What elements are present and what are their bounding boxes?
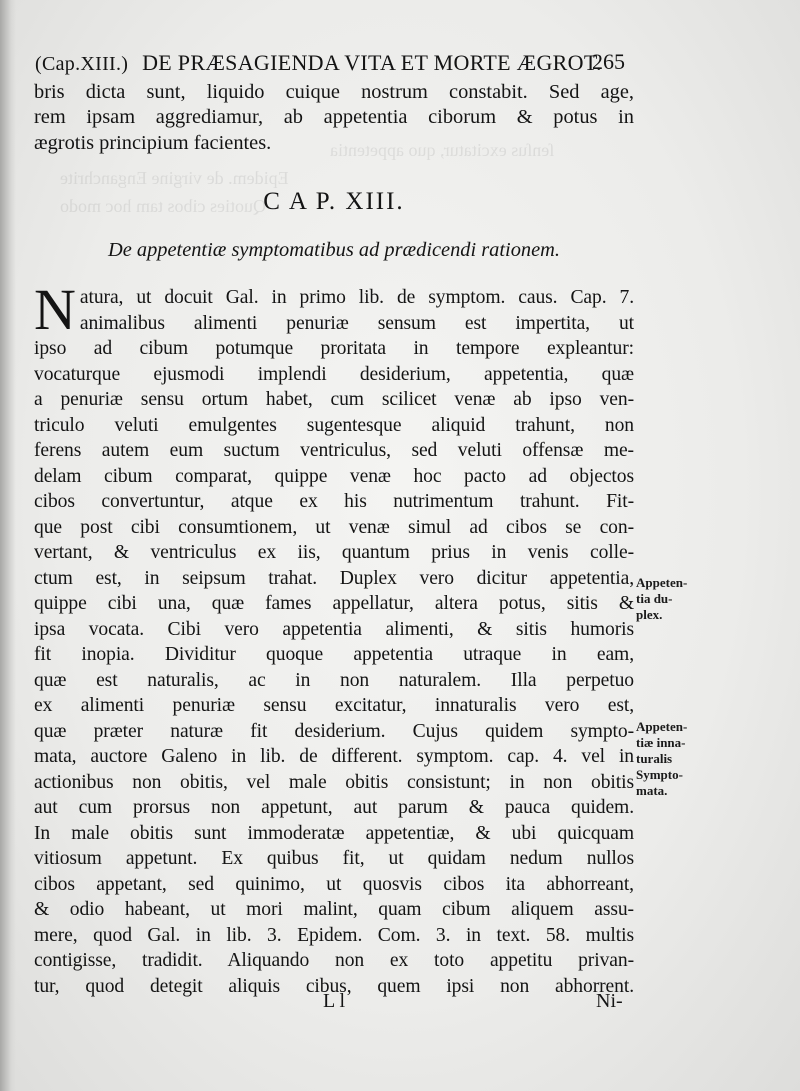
text-line: ipsa vocata. Cibi vero appetentia alimenti, & sitis humoris: [34, 618, 634, 640]
running-head-chapter: (Cap.XIII.): [35, 53, 129, 75]
text-line: aut cum prorsus non appetunt, aut parum & pauca quidem.: [34, 797, 634, 818]
text-line: contigisse, tradidit. Aliquando non ex toto appetitu privan-: [34, 950, 634, 971]
bleed-through: Epidem. de virgine Enganchrite: [60, 168, 289, 188]
chapter-subtitle: De appetentiæ symptomatibus ad prædicendi rationem.: [108, 239, 560, 261]
running-head: [35, 50, 635, 76]
page-gutter-shadow: [0, 0, 16, 1091]
chapter-heading: C A P. XIII.: [263, 188, 405, 215]
text-line: ferens autem eum suctum ventriculus, sed veluti offensæ me-: [34, 440, 634, 461]
margin-note-line: turalis: [636, 751, 673, 766]
bleed-through: ſenſus excitatur, quo appetentia: [330, 140, 555, 160]
text-line: vocaturque ejusmodi implendi desiderium, appetentia, quæ: [34, 363, 634, 385]
margin-note-line: tiæ inna-: [636, 735, 686, 750]
text-line: mere, quod Gal. in lib. 3. Epidem. Com. 3. in text. 58. multis: [34, 924, 634, 946]
intro-paragraph: [34, 80, 634, 156]
text-line: ctum est, in seipsum trahat. Duplex vero dicitur appetentia,: [34, 567, 634, 589]
main-paragraph: [34, 277, 634, 999]
margin-note-line: tia du-: [636, 591, 673, 606]
text-line: vitiosum appetunt. Ex quibus fit, ut quidam nedum nullos: [34, 848, 634, 869]
text-line: quæ præter naturæ fit desiderium. Cujus quidem sympto-: [34, 720, 634, 742]
text-line: animalibus alimenti penuriæ sensum est impertita, ut: [79, 312, 634, 334]
drop-cap: N: [34, 277, 76, 342]
text-line: ipso ad cibum potumque proritata in tempore expleantur:: [34, 338, 634, 359]
text-line: ex alimenti penuriæ sensu excitatur, innaturalis vero est,: [34, 695, 634, 716]
text-line: ægrotis principium facientes.: [34, 131, 272, 154]
text-line: cibos convertuntur, atque ex his nutrimentum trahunt. Fit-: [34, 491, 634, 512]
text-line: a penuriæ sensu ortum habet, cum scilicet venæ ab ipso ven-: [34, 389, 634, 410]
margin-note-line: plex.: [636, 607, 663, 622]
margin-note-line: Appeten-: [636, 575, 688, 590]
text-line: vertant, & ventriculus ex iis, quantum prius in venis colle-: [34, 542, 634, 563]
text-line: fit inopia. Dividitur quoque appetentia utraque in eam,: [34, 644, 634, 665]
margin-note-line: Sympto-: [636, 767, 683, 782]
margin-note-appetentia-duplex: [636, 575, 687, 623]
margin-note-line: Appeten-: [636, 719, 688, 734]
catchword: Ni-: [596, 990, 623, 1012]
text-line: In male obitis sunt immoderatæ appetentiæ, & ubi quicquam: [34, 822, 634, 844]
text-line: rem ipsam aggrediamur, ab appetentia ciborum & potus in: [34, 106, 634, 129]
text-line: cibos appetant, sed quinimo, ut quosvis cibos ita abhorreant,: [34, 873, 634, 895]
text-line: quæ est naturalis, ac in non naturalem. Illa perpetuo: [34, 669, 634, 691]
text-line: actionibus non obitis, vel male obitis consistunt; in non obitis: [34, 771, 634, 793]
text-line: tur, quod detegit aliquis cibus, quem ipsi non abhorrent.: [34, 975, 634, 997]
page-number: 265: [592, 49, 625, 74]
running-head-title: DE PRÆSAGIENDA VITA ET MORTE ÆGROT.: [142, 50, 602, 75]
text-line: bris dicta sunt, liquido cuique nostrum constabit. Sed age,: [34, 81, 634, 103]
text-line: & odio habeant, ut mori malint, quam cibum aliquem assu-: [34, 899, 634, 920]
margin-note-line: mata.: [636, 783, 668, 798]
text-line: delam cibum comparat, quippe venæ hoc pacto ad objectos: [34, 465, 634, 487]
signature-mark: L l: [323, 990, 346, 1012]
text-line: que post cibi consumtionem, ut venæ simul ad cibos se con-: [34, 516, 634, 538]
text-line: quippe cibi una, quæ fames appellatur, altera potus, sitis &: [34, 593, 634, 614]
text-line: mata, auctore Galeno in lib. de different. symptom. cap. 4. vel in: [34, 746, 634, 767]
margin-note-symptomata: [636, 719, 687, 799]
text-line: triculo veluti emulgentes sugentesque aliquid trahunt, non: [34, 414, 634, 436]
bleed-through: Quoties cibos tam hoc modo: [60, 196, 266, 216]
text-line: atura, ut docuit Gal. in primo lib. de symptom. caus. Cap. 7.: [79, 287, 634, 308]
